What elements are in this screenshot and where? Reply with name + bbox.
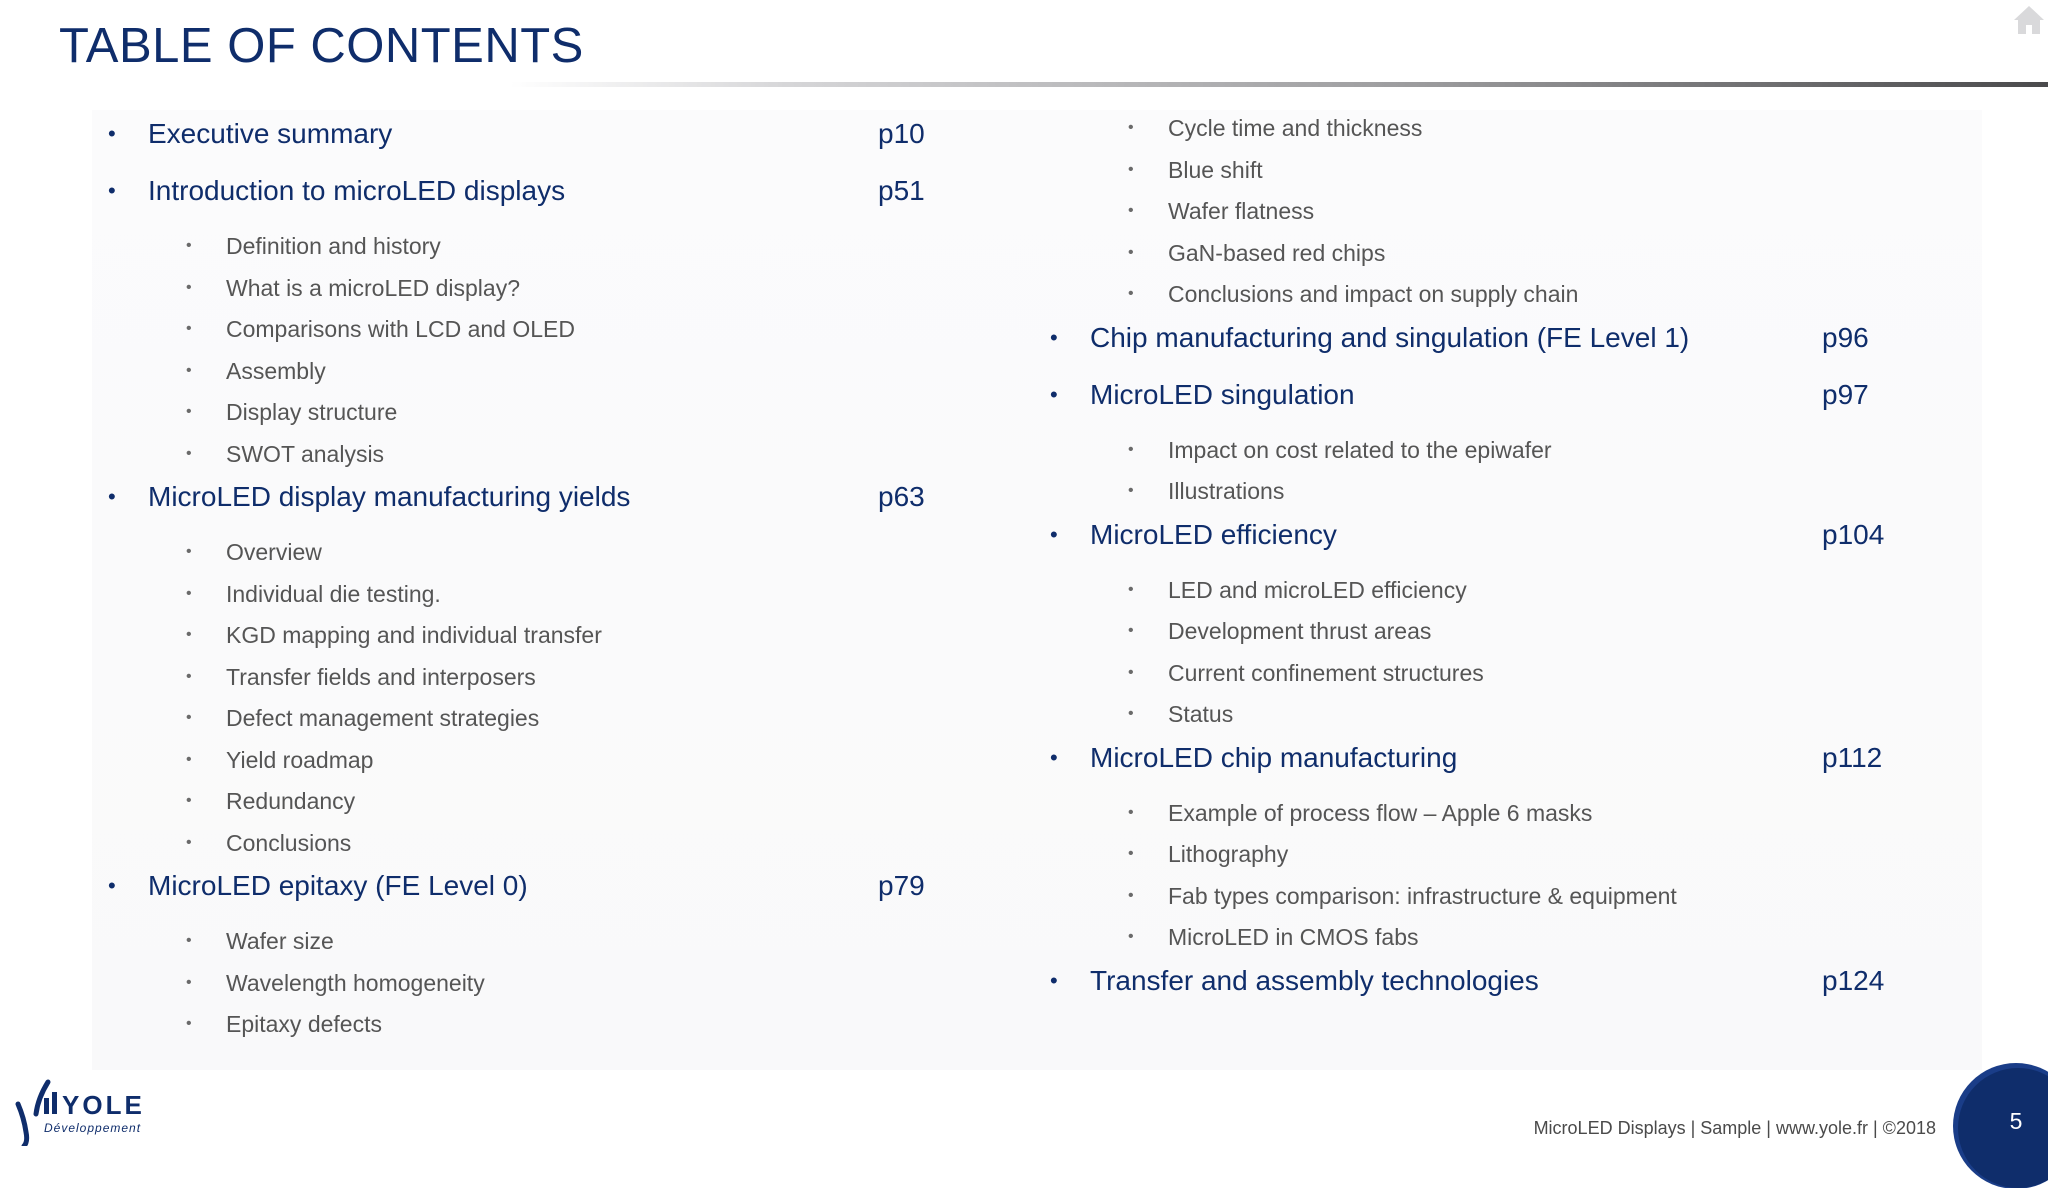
bullet-icon: • [108, 121, 116, 146]
toc-section-title[interactable]: Chip manufacturing and singulation (FE Level 1) [1090, 321, 1690, 353]
bullet-icon: • [108, 873, 116, 898]
bullet-icon: • [186, 543, 192, 560]
toc-page-number: p51 [878, 175, 925, 206]
title-divider [510, 82, 2048, 87]
bullet-icon: • [186, 320, 192, 337]
toc-section[interactable] [1050, 314, 1890, 371]
toc-subsection[interactable] [108, 572, 938, 614]
toc-subsection-title[interactable]: Development thrust areas [1168, 618, 1432, 644]
toc-section-title[interactable]: MicroLED singulation [1090, 378, 1355, 410]
slide-title: TABLE OF CONTENTS [59, 19, 584, 73]
bullet-icon: • [186, 750, 192, 768]
toc-subsection-title[interactable]: SWOT analysis [226, 440, 385, 467]
footer-text: MicroLED Displays | Sample | www.yole.fr | ©2018 [1533, 1118, 1936, 1138]
bullet-icon: • [186, 1015, 192, 1032]
home-icon[interactable] [2012, 4, 2046, 36]
toc-subsection[interactable] [1050, 609, 1890, 651]
bullet-icon: • [108, 484, 116, 509]
toc-subsection-title[interactable]: Cycle time and thickness [1168, 115, 1423, 141]
toc-page-number: p10 [878, 118, 925, 149]
toc-subsection[interactable] [1050, 231, 1890, 273]
bullet-icon: • [1128, 845, 1134, 862]
toc-subsection[interactable] [1050, 692, 1890, 734]
toc-subsection-title[interactable]: Illustrations [1168, 478, 1285, 504]
toc-right-column [1050, 110, 1890, 1014]
bullet-icon: • [186, 584, 192, 602]
toc-subsection[interactable] [108, 738, 938, 780]
toc-subsection-title[interactable]: GaN-based red chips [1168, 239, 1386, 266]
bullet-icon: • [1050, 324, 1058, 350]
toc-subsection-title[interactable]: Defect management strategies [226, 705, 540, 731]
toc-subsection-title[interactable]: Current confinement structures [1168, 659, 1484, 686]
toc-section[interactable] [108, 473, 938, 530]
bullet-icon: • [1128, 285, 1134, 302]
bullet-icon: • [1128, 803, 1134, 821]
bullet-icon: • [1050, 967, 1058, 993]
bullet-icon: • [1128, 928, 1134, 945]
toc-section[interactable] [1050, 957, 1890, 1014]
toc-subsection-title[interactable]: What is a microLED display? [226, 274, 520, 301]
bullet-icon: • [1050, 744, 1058, 770]
toc-page-number: p96 [1822, 321, 1869, 353]
toc-subsection-title[interactable]: MicroLED in CMOS fabs [1168, 924, 1419, 950]
bullet-icon: • [186, 403, 192, 420]
toc-subsection-title[interactable]: Wafer flatness [1168, 198, 1315, 224]
bullet-icon: • [186, 237, 192, 254]
toc-subsection[interactable] [108, 390, 938, 432]
toc-subsection-title[interactable]: Overview [226, 539, 322, 565]
bullet-icon: • [108, 178, 116, 203]
bullet-icon: • [1128, 663, 1134, 681]
bullet-icon: • [1128, 622, 1134, 639]
bullet-icon: • [1128, 482, 1134, 499]
toc-section[interactable] [108, 862, 938, 919]
toc-subsection[interactable] [108, 432, 938, 474]
toc-subsection[interactable] [108, 307, 938, 349]
toc-subsection-title[interactable]: Blue shift [1168, 156, 1263, 183]
bullet-icon: • [186, 932, 192, 949]
toc-subsection[interactable] [108, 919, 938, 961]
toc-subsection-title[interactable]: Comparisons with LCD and OLED [226, 316, 575, 342]
toc-subsection-title[interactable]: Yield roadmap [226, 746, 374, 773]
bullet-icon: • [186, 444, 192, 462]
toc-subsection-title[interactable]: Conclusions [226, 829, 352, 856]
toc-subsection[interactable] [108, 961, 938, 1003]
toc-section-title[interactable]: MicroLED chip manufacturing [1090, 741, 1458, 773]
toc-subsection[interactable] [108, 613, 938, 655]
bullet-icon: • [186, 973, 192, 991]
toc-subsection-title[interactable]: Definition and history [226, 233, 441, 259]
toc-subsection-title[interactable]: Status [1168, 701, 1234, 727]
yole-logo [14, 1074, 154, 1146]
bullet-icon: • [186, 626, 192, 643]
bullet-icon: • [1128, 580, 1134, 598]
toc-subsection[interactable] [1050, 791, 1890, 833]
toc-subsection[interactable] [108, 224, 938, 266]
toc-subsection-title[interactable]: KGD mapping and individual transfer [226, 622, 602, 648]
toc-section-title[interactable]: Executive summary [148, 118, 393, 149]
toc-page-number: p112 [1822, 741, 1883, 773]
toc-subsection[interactable] [108, 779, 938, 821]
toc-subsection[interactable] [1050, 272, 1890, 314]
toc-subsection[interactable] [1050, 568, 1890, 610]
toc-subsection-title[interactable]: Conclusions and impact on supply chain [1168, 281, 1579, 307]
toc-subsection-title[interactable]: Epitaxy defects [226, 1011, 382, 1037]
toc-subsection-title[interactable]: Fab types comparison: infrastructure & equipment [1168, 882, 1677, 909]
toc-section[interactable] [1050, 511, 1890, 568]
toc-section[interactable] [108, 167, 938, 224]
bullet-icon: • [186, 667, 192, 685]
toc-section-title[interactable]: MicroLED epitaxy (FE Level 0) [148, 870, 528, 901]
toc-section-title[interactable]: Transfer and assembly technologies [1090, 964, 1539, 996]
bullet-icon: • [186, 833, 192, 851]
toc-subsection-title[interactable]: Assembly [226, 357, 326, 384]
toc-section-title[interactable]: Introduction to microLED displays [148, 175, 566, 206]
bullet-icon: • [1128, 160, 1134, 178]
toc-page-number: p104 [1822, 518, 1885, 550]
toc-subsection[interactable] [108, 696, 938, 738]
toc-page-number: p97 [1822, 378, 1869, 410]
bullet-icon: • [1128, 440, 1134, 458]
bullet-icon: • [1050, 521, 1058, 547]
bullet-icon: • [1128, 202, 1134, 219]
bullet-icon: • [1128, 705, 1134, 722]
toc-left-column [108, 110, 938, 1044]
toc-subsection[interactable] [1050, 469, 1890, 511]
toc-subsection-title[interactable]: Example of process flow – Apple 6 masks [1168, 799, 1593, 826]
toc-subsection[interactable] [108, 349, 938, 391]
toc-subsection[interactable] [1050, 651, 1890, 693]
toc-page-number: p124 [1822, 964, 1885, 996]
toc-subsection[interactable] [108, 1002, 938, 1044]
toc-subsection-title[interactable]: Individual die testing. [226, 580, 441, 607]
toc-subsection-title[interactable]: Wavelength homogeneity [226, 969, 485, 996]
toc-subsection[interactable] [1050, 874, 1890, 916]
toc-section[interactable] [108, 110, 938, 167]
bullet-icon: • [1050, 381, 1058, 407]
toc-section[interactable] [1050, 734, 1890, 791]
toc-subsection[interactable] [1050, 148, 1890, 190]
toc-subsection[interactable] [108, 266, 938, 308]
toc-section[interactable] [1050, 371, 1890, 428]
bullet-icon: • [1128, 886, 1134, 904]
toc-subsection-title[interactable]: Wafer size [226, 928, 334, 954]
bullet-icon: • [186, 278, 192, 296]
toc-subsection[interactable] [1050, 915, 1890, 957]
bullet-icon: • [186, 792, 192, 809]
toc-subsection-title[interactable]: LED and microLED efficiency [1168, 576, 1467, 603]
toc-subsection[interactable] [108, 655, 938, 697]
toc-subsection-title[interactable]: Display structure [226, 399, 398, 425]
toc-subsection[interactable] [108, 821, 938, 863]
toc-page-number: p79 [878, 870, 925, 901]
toc-section-title[interactable]: MicroLED display manufacturing yields [148, 481, 631, 512]
page-number: 5 [2009, 1108, 2023, 1134]
logo-subtitle: Développement [44, 1121, 142, 1135]
bullet-icon: • [1128, 243, 1134, 261]
toc-subsection-title[interactable]: Impact on cost related to the epiwafer [1168, 436, 1552, 463]
logo-brand: YOLE [62, 1090, 145, 1120]
toc-subsection-title[interactable]: Lithography [1168, 841, 1289, 867]
bullet-icon: • [1128, 119, 1134, 136]
bullet-icon: • [186, 361, 192, 379]
toc-subsection[interactable] [108, 530, 938, 572]
toc-subsection[interactable] [1050, 106, 1890, 148]
toc-page-number: p63 [878, 481, 925, 512]
toc-subsection-title[interactable]: Redundancy [226, 788, 356, 814]
bullet-icon: • [186, 709, 192, 726]
toc-subsection-title[interactable]: Transfer fields and interposers [226, 663, 536, 690]
toc-subsection[interactable] [1050, 428, 1890, 470]
toc-subsection[interactable] [1050, 832, 1890, 874]
toc-section-title[interactable]: MicroLED efficiency [1090, 518, 1337, 550]
toc-subsection[interactable] [1050, 189, 1890, 231]
